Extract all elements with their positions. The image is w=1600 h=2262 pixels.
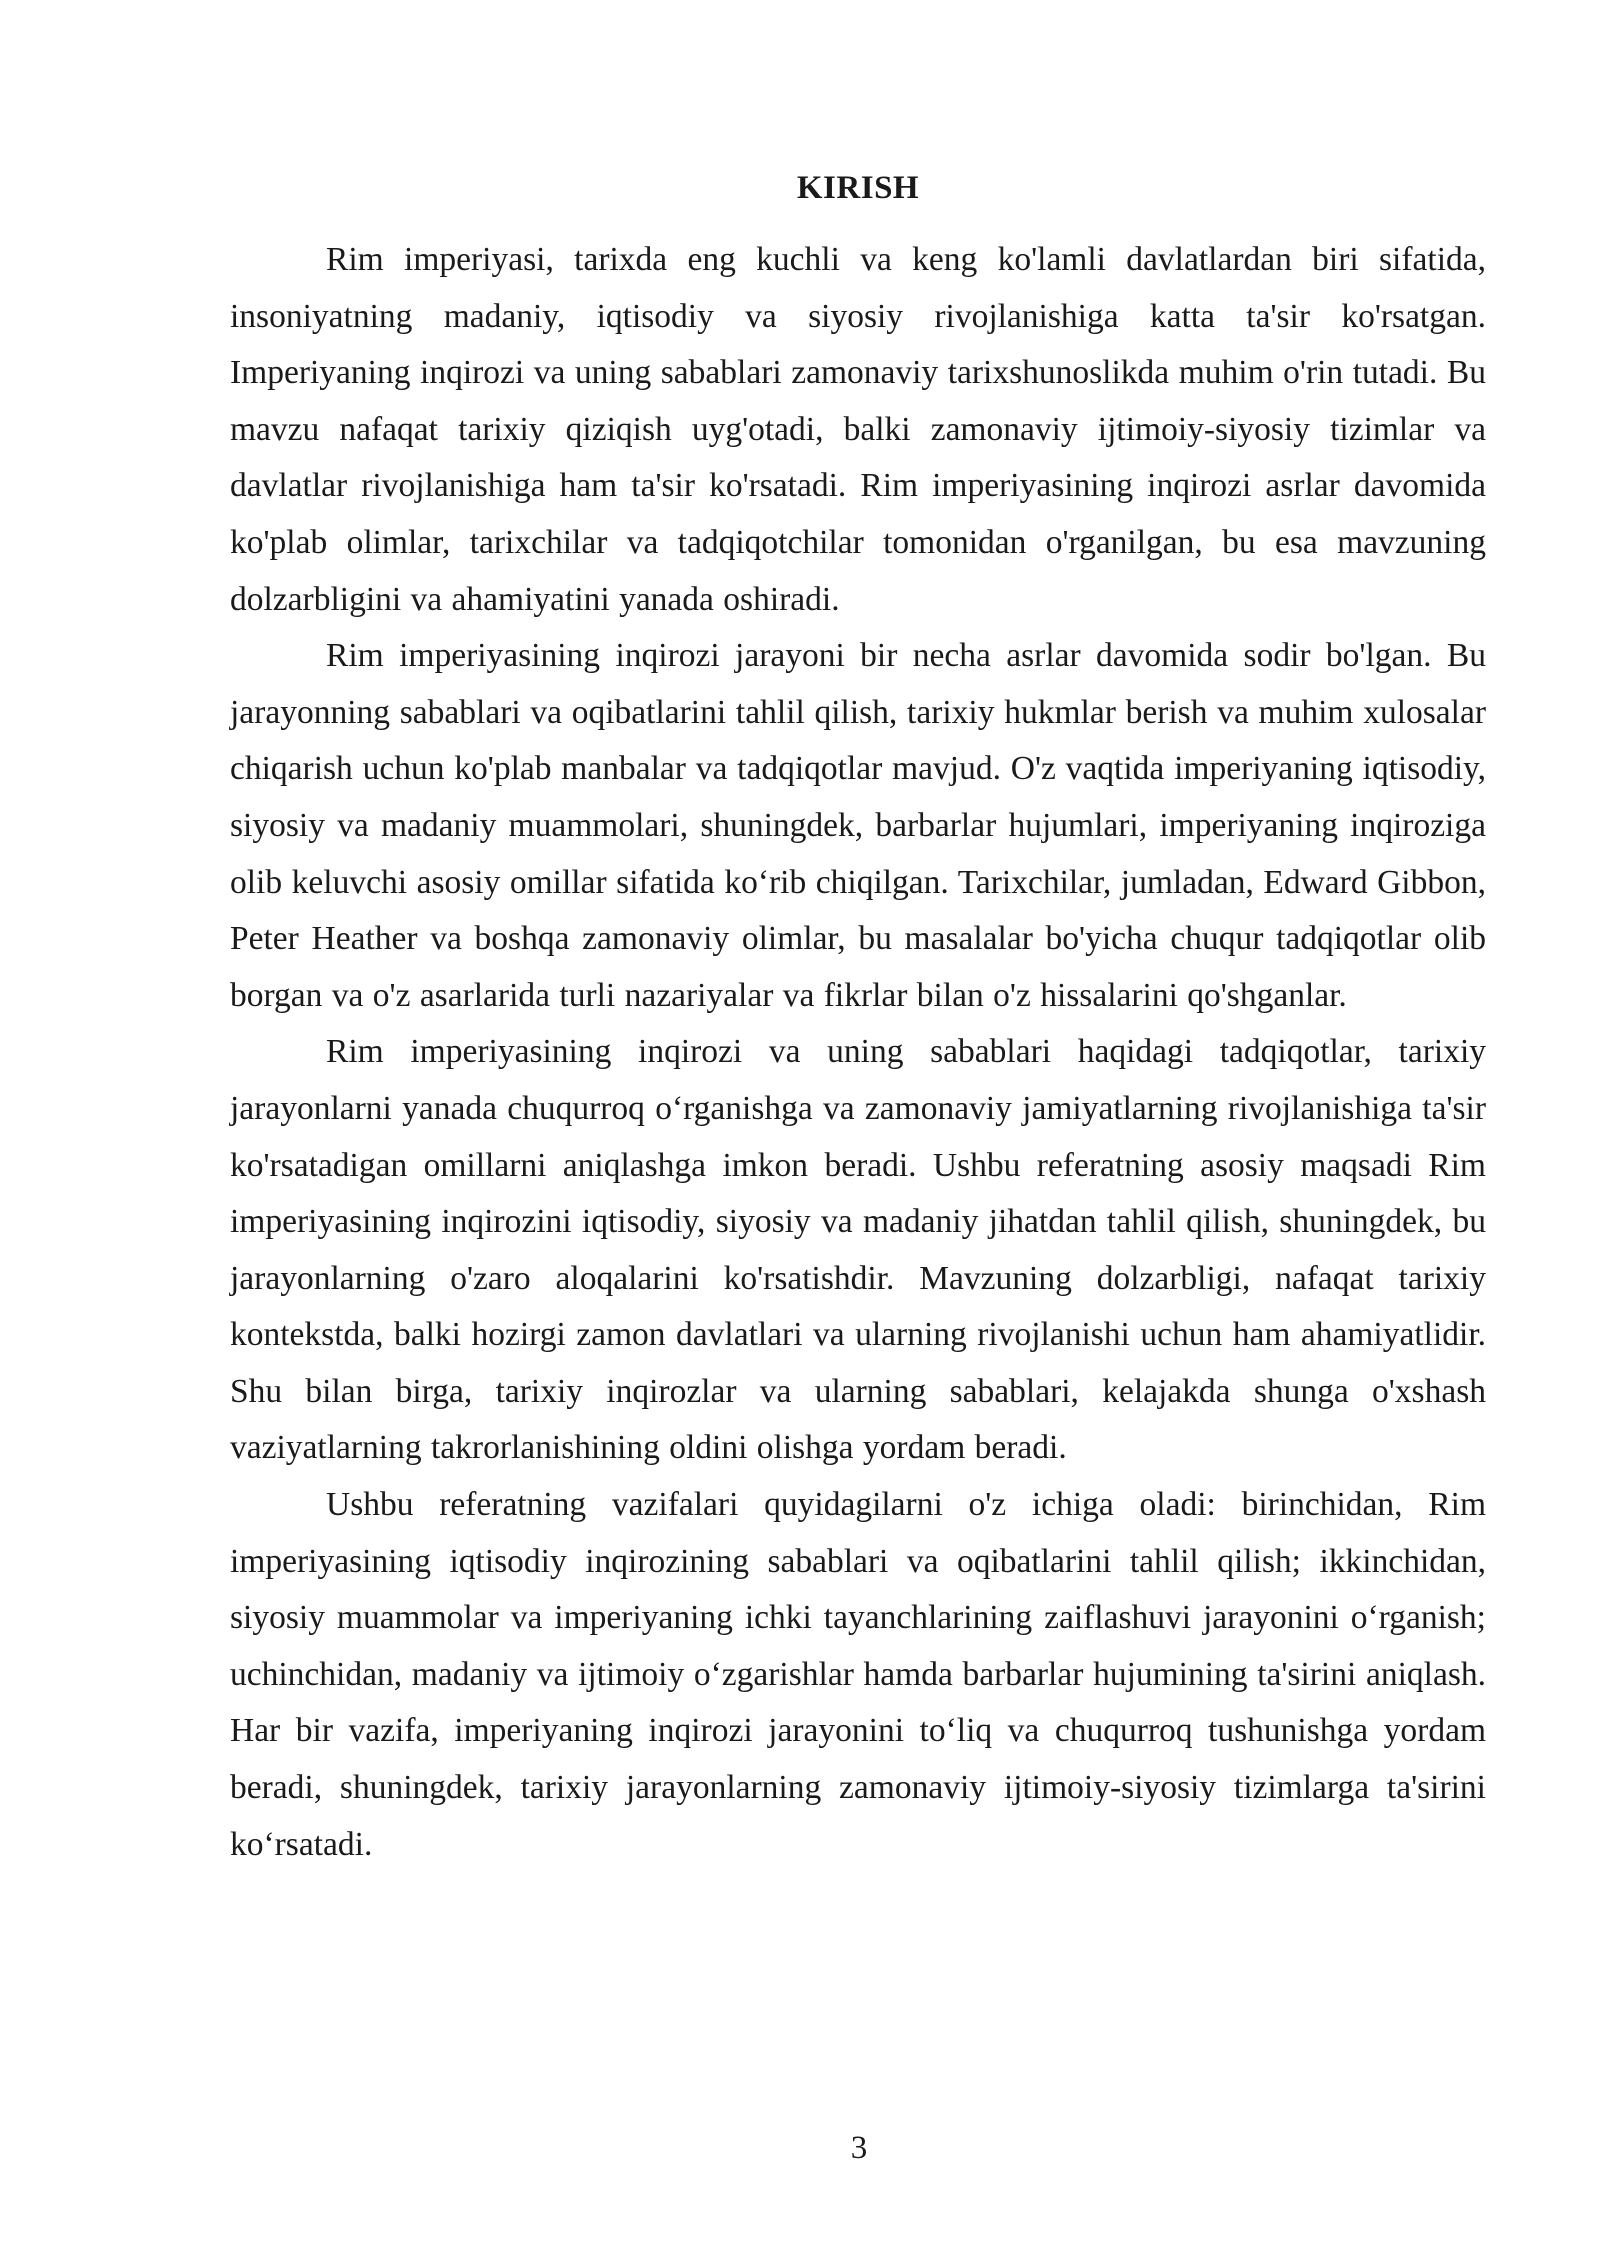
page-number: 3 <box>850 2130 868 2166</box>
paragraph-4: Ushbu referatning vazifalari quyidagilarni o'z ichiga oladi: birinchidan, Rim imperiyasining iqtisodiy inqirozining sabablari va oqibatlarini tahlil qilish; ikkinchidan, siyosiy muammolar va imperiyaning ichki tayanchlarining zaiflashuvi jarayonini o‘rganish; uchinchidan, madaniy va ijtimoiy o‘zgarishlar hamda barbarlar hujumining ta'sirini aniqlash. Har bir vazifa, imperiyaning inqirozi jarayonini to‘liq va chuqurroq tushunishga yordam beradi, shuningdek, tarixiy jarayonlarning zamonaviy ijtimoiy-siyosiy tizimlarga ta'sirini ko‘rsatadi. <box>230 1486 1486 1863</box>
paragraph-1: Rim imperiyasi, tarixda eng kuchli va keng ko'lamli davlatlardan biri sifatida, insoniyatning madaniy, iqtisodiy va siyosiy rivojlanishiga katta ta'sir ko'rsatgan. Imperiyaning inqirozi va uning sabablari zamonaviy tarixshunoslikda muhim o'rin tutadi. Bu mavzu nafaqat tarixiy qiziqish uyg'otadi, balki zamonaviy ijtimoiy-siyosiy tizimlar va davlatlar rivojlanishiga ham ta'sir ko'rsatadi. Rim imperiyasining inqirozi asrlar davomida ko'plab olimlar, tarixchilar va tadqiqotchilar tomonidan o'rganilgan, bu esa mavzuning dolzarbligini va ahamiyatini yanada oshiradi. <box>230 241 1486 618</box>
document-page <box>230 160 1486 1873</box>
paragraph-2: Rim imperiyasining inqirozi jarayoni bir necha asrlar davomida sodir bo'lgan. Bu jarayonning sabablari va oqibatlarini tahlil qilish, tarixiy hukmlar berish va muhim xulosalar chiqarish uchun ko'plab manbalar va tadqiqotlar mavjud. O'z vaqtida imperiyaning iqtisodiy, siyosiy va madaniy muammolari, shuningdek, barbarlar hujumlari, imperiyaning inqiroziga olib keluvchi asosiy omillar sifatida ko‘rib chiqilgan. Tarixchilar, jumladan, Edward Gibbon, Peter Heather va boshqa zamonaviy olimlar, bu masalalar bo'yicha chuqur tadqiqotlar olib borgan va o'z asarlarida turli nazariyalar va fikrlar bilan o'z hissalarini qo'shganlar. <box>230 637 1486 1014</box>
paragraph-3: Rim imperiyasining inqirozi va uning sabablari haqidagi tadqiqotlar, tarixiy jarayonlarni yanada chuqurroq o‘rganishga va zamonaviy jamiyatlarning rivojlanishiga ta'sir ko'rsatadigan omillarni aniqlashga imkon beradi. Ushbu referatning asosiy maqsadi Rim imperiyasining inqirozini iqtisodiy, siyosiy va madaniy jihatdan tahlil qilish, shuningdek, bu jarayonlarning o'zaro aloqalarini ko'rsatishdir. Mavzuning dolzarbligi, nafaqat tarixiy kontekstda, balki hozirgi zamon davlatlari va ularning rivojlanishi uchun ham ahamiyatlidir. Shu bilan birga, tarixiy inqirozlar va ularning sabablari, kelajakda shunga o'xshash vaziyatlarning takrorlanishining oldini olishga yordam beradi. <box>230 1033 1486 1467</box>
section-title: KIRISH <box>796 170 920 206</box>
